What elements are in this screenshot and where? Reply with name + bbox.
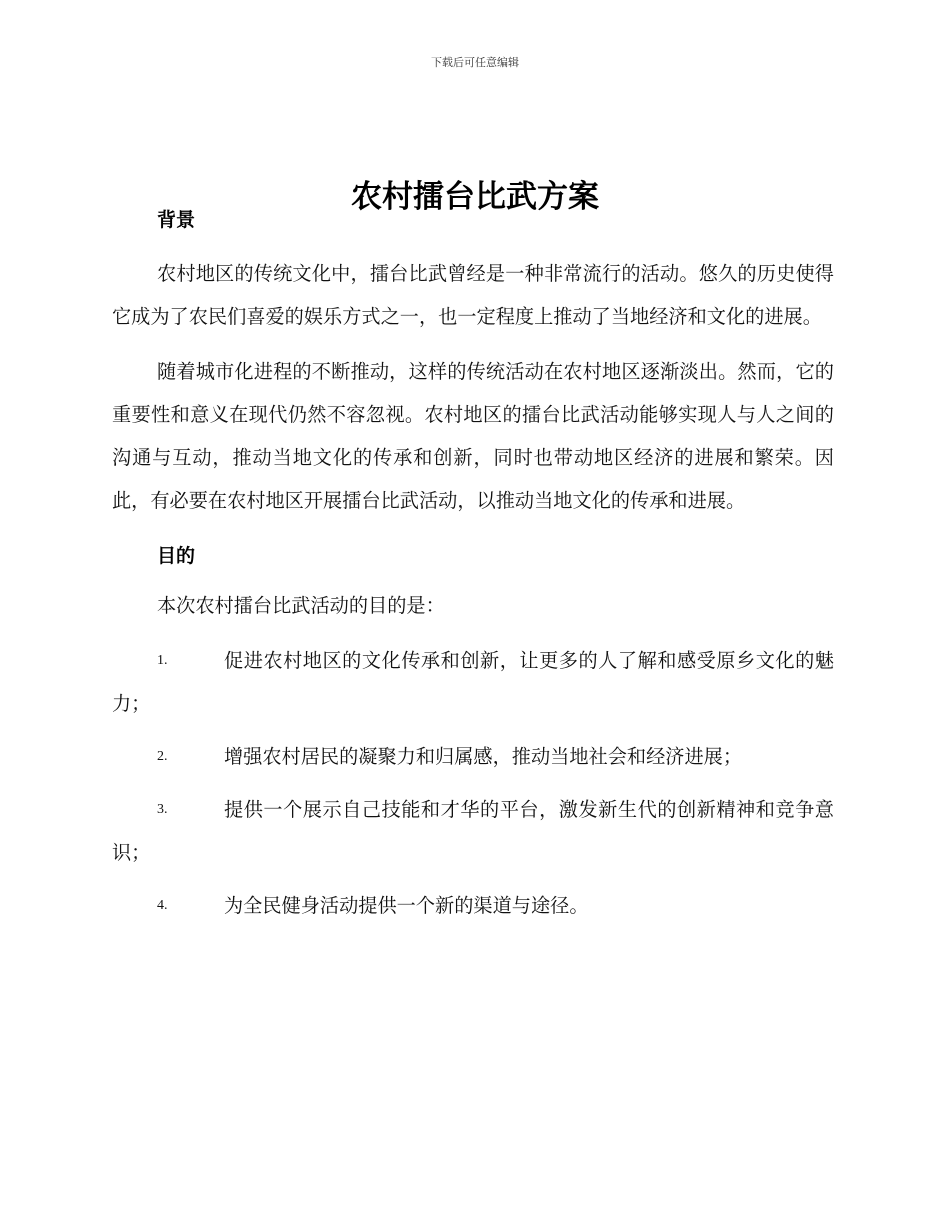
list-item-text: 促进农村地区的文化传承和创新，让更多的人了解和感受原乡文化的魅力； — [112, 649, 834, 715]
list-item-number: 1. — [157, 653, 168, 668]
list-item-text: 为全民健身活动提供一个新的渠道与途径。 — [224, 894, 589, 917]
purpose-intro: 本次农村擂台比武活动的目的是： — [157, 594, 445, 617]
section-heading-purpose: 目的 — [157, 545, 196, 567]
list-item — [112, 884, 834, 927]
document-body — [112, 200, 834, 927]
purpose-list — [112, 639, 834, 927]
list-item-text: 提供一个展示自己技能和才华的平台，激发新生代的创新精神和竞争意识； — [112, 798, 834, 864]
list-item — [112, 788, 834, 874]
list-item-text: 增强农村居民的凝聚力和归属感，推动当地社会和经济进展； — [224, 745, 743, 768]
background-paragraph-2: 随着城市化进程的不断推动，这样的传统活动在农村地区逐渐淡出。然而，它的重要性和意义在现代仍然不容忽视。农村地区的擂台比武活动能够实现人与人之间的沟通与互动，推动当地文化的传承和创新，同时也带动地区经济的进展和繁荣。因此，有必要在农村地区开展擂台比武活动，以推动当地文化的传承和进展。 — [112, 360, 834, 512]
list-item-number: 2. — [157, 749, 168, 764]
page-header-note: 下载后可任意编辑 — [431, 56, 519, 69]
section-heading-background: 背景 — [157, 209, 196, 231]
list-item-number: 4. — [157, 898, 168, 913]
list-item — [112, 639, 834, 725]
list-item — [112, 735, 834, 778]
list-item-number: 3. — [157, 802, 168, 817]
background-paragraph-1: 农村地区的传统文化中，擂台比武曾经是一种非常流行的活动。悠久的历史使得它成为了农民们喜爱的娱乐方式之一，也一定程度上推动了当地经济和文化的进展。 — [112, 262, 834, 328]
document-title: 农村擂台比武方案 — [351, 178, 599, 215]
